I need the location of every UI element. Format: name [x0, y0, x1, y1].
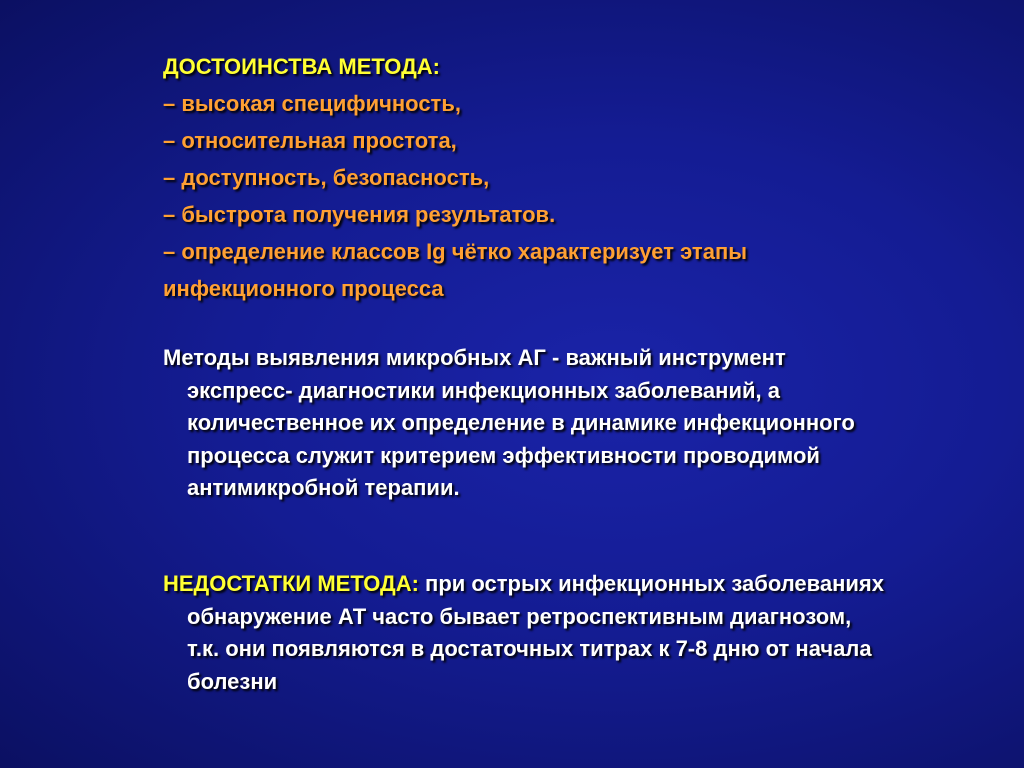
disadvantages-heading: НЕДОСТАТКИ МЕТОДА: [163, 571, 419, 596]
advantage-item: – доступность, безопасность, [163, 165, 490, 190]
advantage-item: – относительная простота, [163, 128, 457, 153]
disadvantages-text: при острых инфекционных заболеваниях обнаружение АТ часто бывает ретроспективным диагнозом, т.к. они появляются в достаточных титрах к 7-8 дню от начала болезни [187, 571, 884, 694]
advantages-heading: ДОСТОИНСТВА МЕТОДА: [163, 54, 440, 79]
antigen-methods-paragraph [163, 342, 867, 505]
advantage-item: – определение классов Ig чётко характеризует этапы [163, 239, 748, 264]
advantages-block [163, 48, 863, 307]
disadvantages-paragraph [163, 568, 887, 698]
advantage-item: – высокая специфичность, [163, 91, 461, 116]
antigen-methods-text: Методы выявления микробных АГ - важный инструмент экспресс- диагностики инфекционных заболеваний, а количественное их определение в динамике инфекционного процесса служит критерием эффективности проводимой антимикробной терапии. [163, 345, 855, 500]
advantage-item: инфекционного процесса [163, 276, 444, 301]
advantage-item: – быстрота получения результатов. [163, 202, 556, 227]
